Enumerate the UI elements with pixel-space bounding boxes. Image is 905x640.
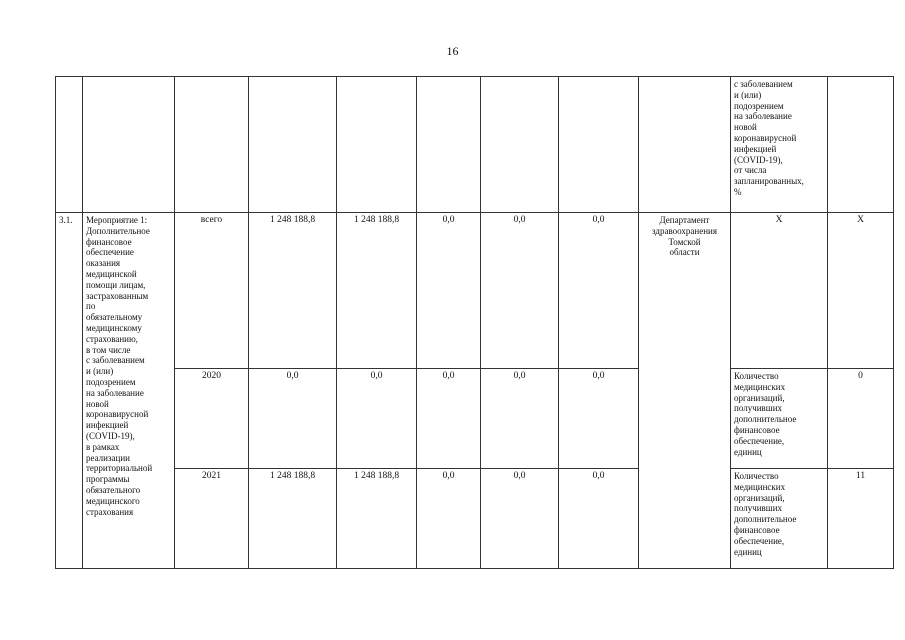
indicator-cell: Количество медицинских организаций, получивших дополнительное финансовое обеспечение, единиц (731, 469, 828, 569)
indicator-value-cell: 11 (828, 469, 894, 569)
cell-empty (559, 77, 639, 213)
cell-empty (481, 77, 559, 213)
value-cell: 0,0 (417, 213, 481, 369)
continuation-row (56, 77, 894, 213)
value-cell: 0,0 (417, 369, 481, 469)
table-row (56, 369, 894, 469)
value-cell: 1 248 188,8 (337, 213, 417, 369)
value-cell: 0,0 (559, 469, 639, 569)
cell-empty (639, 77, 731, 213)
indicator-value-cell: Х (828, 213, 894, 369)
value-cell: 1 248 188,8 (337, 469, 417, 569)
value-cell: 0,0 (481, 213, 559, 369)
cell-empty (83, 77, 175, 213)
period-cell: 2020 (175, 369, 249, 469)
total-cell: 0,0 (249, 369, 337, 469)
value-cell: 0,0 (559, 369, 639, 469)
value-cell: 0,0 (481, 369, 559, 469)
indicator-cell: Количество медицинских организаций, получивших дополнительное финансовое обеспечение, единиц (731, 369, 828, 469)
cell-empty (417, 77, 481, 213)
total-cell: 1 248 188,8 (249, 469, 337, 569)
value-cell: 0,0 (481, 469, 559, 569)
value-cell: 0,0 (417, 469, 481, 569)
value-cell: 0,0 (559, 213, 639, 369)
program-table (55, 76, 894, 569)
total-cell: 1 248 188,8 (249, 213, 337, 369)
indicator-value-cell: 0 (828, 369, 894, 469)
activity-description: Мероприятие 1: Дополнительное финансовое обеспечение оказания медицинской помощи лицам, застрахованным по обязательному медицинскому страхованию, в том числе с заболеванием и (или) подозрением на заболевание новой коронавирусной инфекцией (COVID-19), в рамках реализации территориальной программы обязательного медицинского страхования (83, 213, 175, 569)
indicator-cell: Х (731, 213, 828, 369)
cell-empty (175, 77, 249, 213)
cell-empty (337, 77, 417, 213)
activity-number: 3.1. (56, 213, 83, 569)
cell-empty (249, 77, 337, 213)
table-row (56, 213, 894, 369)
indicator-continuation: с заболеванием и (или) подозрением на заболевание новой коронавирусной инфекцией (COVID-19), от числа запланированных, % (731, 77, 828, 213)
value-cell: 0,0 (337, 369, 417, 469)
period-cell: 2021 (175, 469, 249, 569)
executor-cell: Департамент здравоохранения Томской области (639, 213, 731, 569)
cell-empty (56, 77, 83, 213)
cell-empty (828, 77, 894, 213)
page-number: 16 (446, 44, 459, 58)
period-cell: всего (175, 213, 249, 369)
table-row (56, 469, 894, 569)
